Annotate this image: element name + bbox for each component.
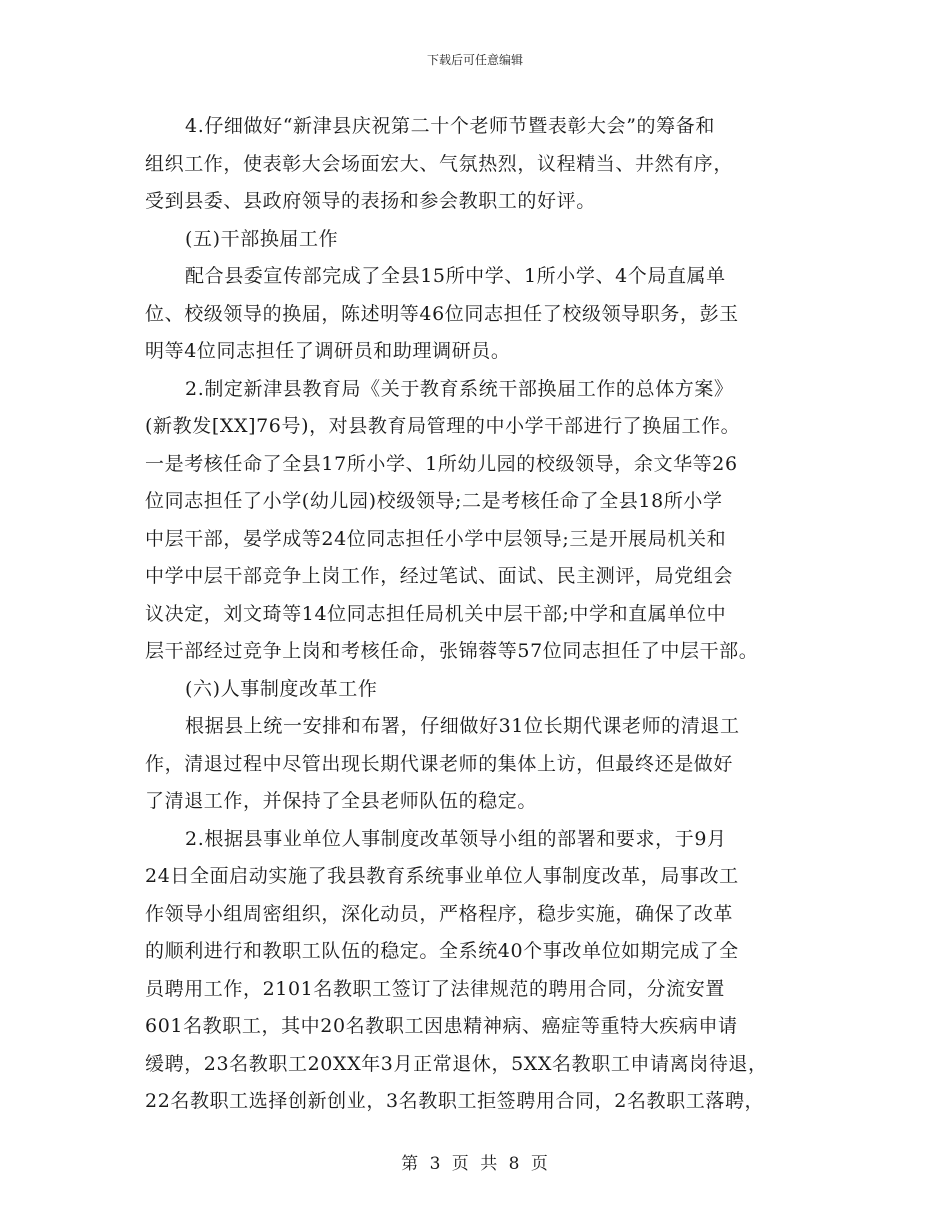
paragraph-line: 受到县委、县政府领导的表扬和参会教职工的好评。 xyxy=(145,190,596,212)
paragraph-line: 601名教职工，其中20名教职工因患精神病、癌症等重特大疾病申请 xyxy=(145,1015,738,1037)
paragraph-line: 根据县上统一安排和布署，仔细做好31位长期代课老师的清退工 xyxy=(185,715,740,737)
paragraph-line: 2.根据县事业单位人事制度改革领导小组的部署和要求，于9月 xyxy=(185,827,727,850)
paragraph-line: 中层干部，晏学成等24位同志担任小学中层领导;三是开展局机关和 xyxy=(145,527,727,550)
paragraph-line: 的顺利进行和教职工队伍的稳定。全系统40个事改单位如期完成了全 xyxy=(145,940,739,962)
paragraph-line: (新教发[XX]76号)，对县教育局管理的中小学干部进行了换届工作。 xyxy=(145,415,741,437)
section-heading: (六)人事制度改革工作 xyxy=(185,677,378,700)
paragraph-line: 明等4位同志担任了调研员和助理调研员。 xyxy=(145,340,511,362)
paragraph-line: 缓聘，23名教职工20XX年3月正常退休，5XX名教职工申请离岗待退， xyxy=(145,1052,768,1075)
paragraph-line: 2.制定新津县教育局《关于教育系统干部换届工作的总体方案》 xyxy=(185,377,734,400)
paragraph-line: 层干部经过竞争上岗和考核任命，张锦蓉等57位同志担任了中层干部。 xyxy=(145,640,759,662)
paragraph-line: 员聘用工作，2101名教职工签订了法律规范的聘用合同，分流安置 xyxy=(145,977,725,1000)
paragraph-line: 组织工作，使表彰大会场面宏大、气氛热烈，议程精当、井然有序， xyxy=(145,152,734,175)
paragraph-line: 配合县委宣传部完成了全县15所中学、1所小学、4个局直属单 xyxy=(185,265,726,287)
section-heading: (五)干部换届工作 xyxy=(185,227,339,250)
paragraph-line: 22名教职工选择创新创业，3名教职工拒签聘用合同，2名教职工落聘， xyxy=(145,1090,765,1112)
page-header: 下载后可任意编辑 xyxy=(426,53,523,67)
paragraph-line: 作，清退过程中尽管出现长期代课老师的集体上访，但最终还是做好 xyxy=(145,752,734,775)
page-number-footer: 第 3 页 共 8 页 xyxy=(401,1154,549,1174)
paragraph-line: 位同志担任了小学(幼儿园)校级领导;二是考核任命了全县18所小学 xyxy=(145,490,723,512)
paragraph-line: 一是考核任命了全县17所小学、1所幼儿园的校级领导，余文华等26 xyxy=(145,452,738,475)
paragraph-line: 4.仔细做好“新津县庆祝第二十个老师节暨表彰大会”的筹备和 xyxy=(185,115,715,137)
paragraph-line: 中学中层干部竞争上岗工作，经过笔试、面试、民主测评，局党组会 xyxy=(145,565,734,587)
paragraph-line: 位、校级领导的换届，陈述明等46位同志担任了校级领导职务，彭玉 xyxy=(145,302,739,325)
document-body xyxy=(145,108,825,1121)
paragraph-line: 作领导小组周密组织，深化动员，严格程序，稳步实施，确保了改革 xyxy=(145,902,734,925)
paragraph-line: 了清退工作，并保持了全县老师队伍的稳定。 xyxy=(145,790,538,812)
paragraph-line: 议决定，刘文琦等14位同志担任局机关中层干部;中学和直属单位中 xyxy=(145,602,727,625)
paragraph-line: 24日全面启动实施了我县教育系统事业单位人事制度改革，局事改工 xyxy=(145,865,739,887)
